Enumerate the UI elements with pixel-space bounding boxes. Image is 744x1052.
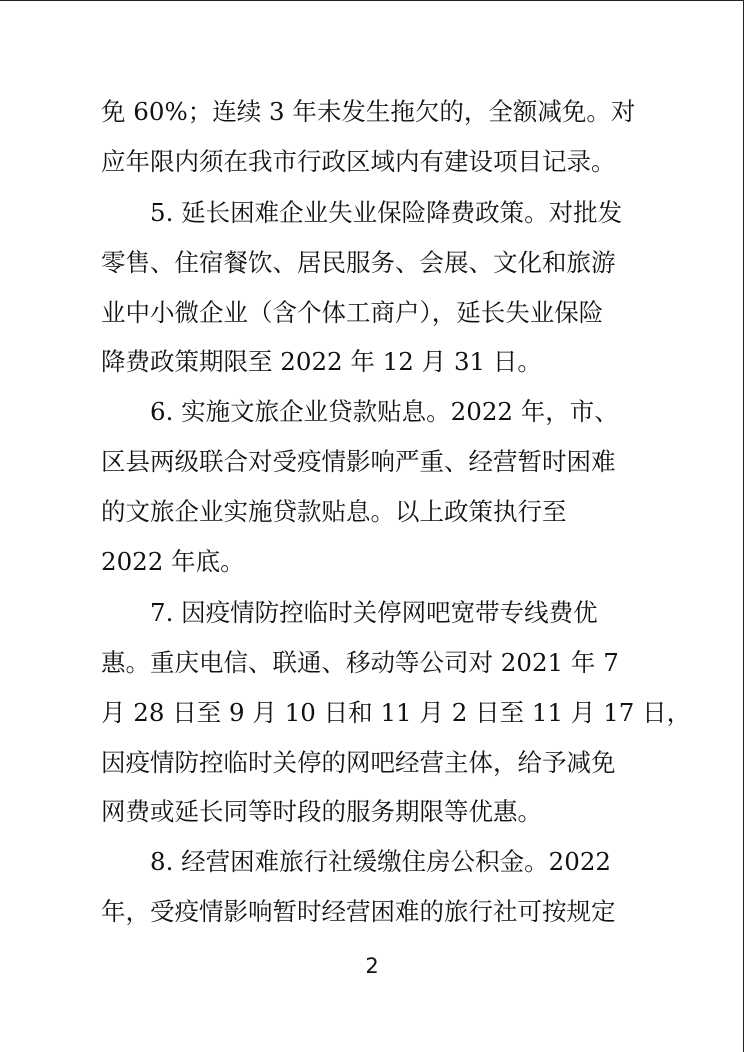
text-line: 7. 因疫情防控临时关停网吧宽带专线费优 — [150, 598, 598, 627]
text-line: 降费政策期限至 2022 年 12 月 31 日。 — [101, 347, 542, 376]
text-line: 应年限内须在我市行政区域内有建设项目记录。 — [101, 147, 616, 176]
text-line: 零售、住宿餐饮、居民服务、会展、文化和旅游 — [101, 248, 616, 277]
text-line: 网费或延长同等时段的服务期限等优惠。 — [101, 797, 542, 826]
text-line: 区县两级联合对受疫情影响严重、经营暂时困难 — [101, 447, 616, 476]
text-line: 年，受疫情影响暂时经营困难的旅行社可按规定 — [101, 897, 616, 926]
text-line: 8. 经营困难旅行社缓缴住房公积金。2022 — [150, 847, 612, 876]
text-line: 的文旅企业实施贷款贴息。以上政策执行至 — [101, 497, 567, 526]
text-line: 业中小微企业（含个体工商户），延长失业保险 — [101, 298, 604, 327]
text-line: 免 60%；连续 3 年未发生拖欠的，全额减免。对 — [101, 97, 636, 126]
text-line: 6. 实施文旅企业贷款贴息。2022 年，市、 — [150, 397, 619, 426]
text-line: 5. 延长困难企业失业保险降费政策。对批发 — [150, 198, 623, 227]
text-line: 月 28 日至 9 月 10 日和 11 月 2 日至 11 月 17 日， — [101, 698, 692, 727]
page-number: 2 — [365, 954, 379, 978]
text-line: 因疫情防控临时关停的网吧经营主体，给予减免 — [101, 748, 616, 777]
text-line: 2022 年底。 — [101, 547, 245, 576]
text-line: 惠。重庆电信、联通、移动等公司对 2021 年 7 — [101, 648, 619, 677]
